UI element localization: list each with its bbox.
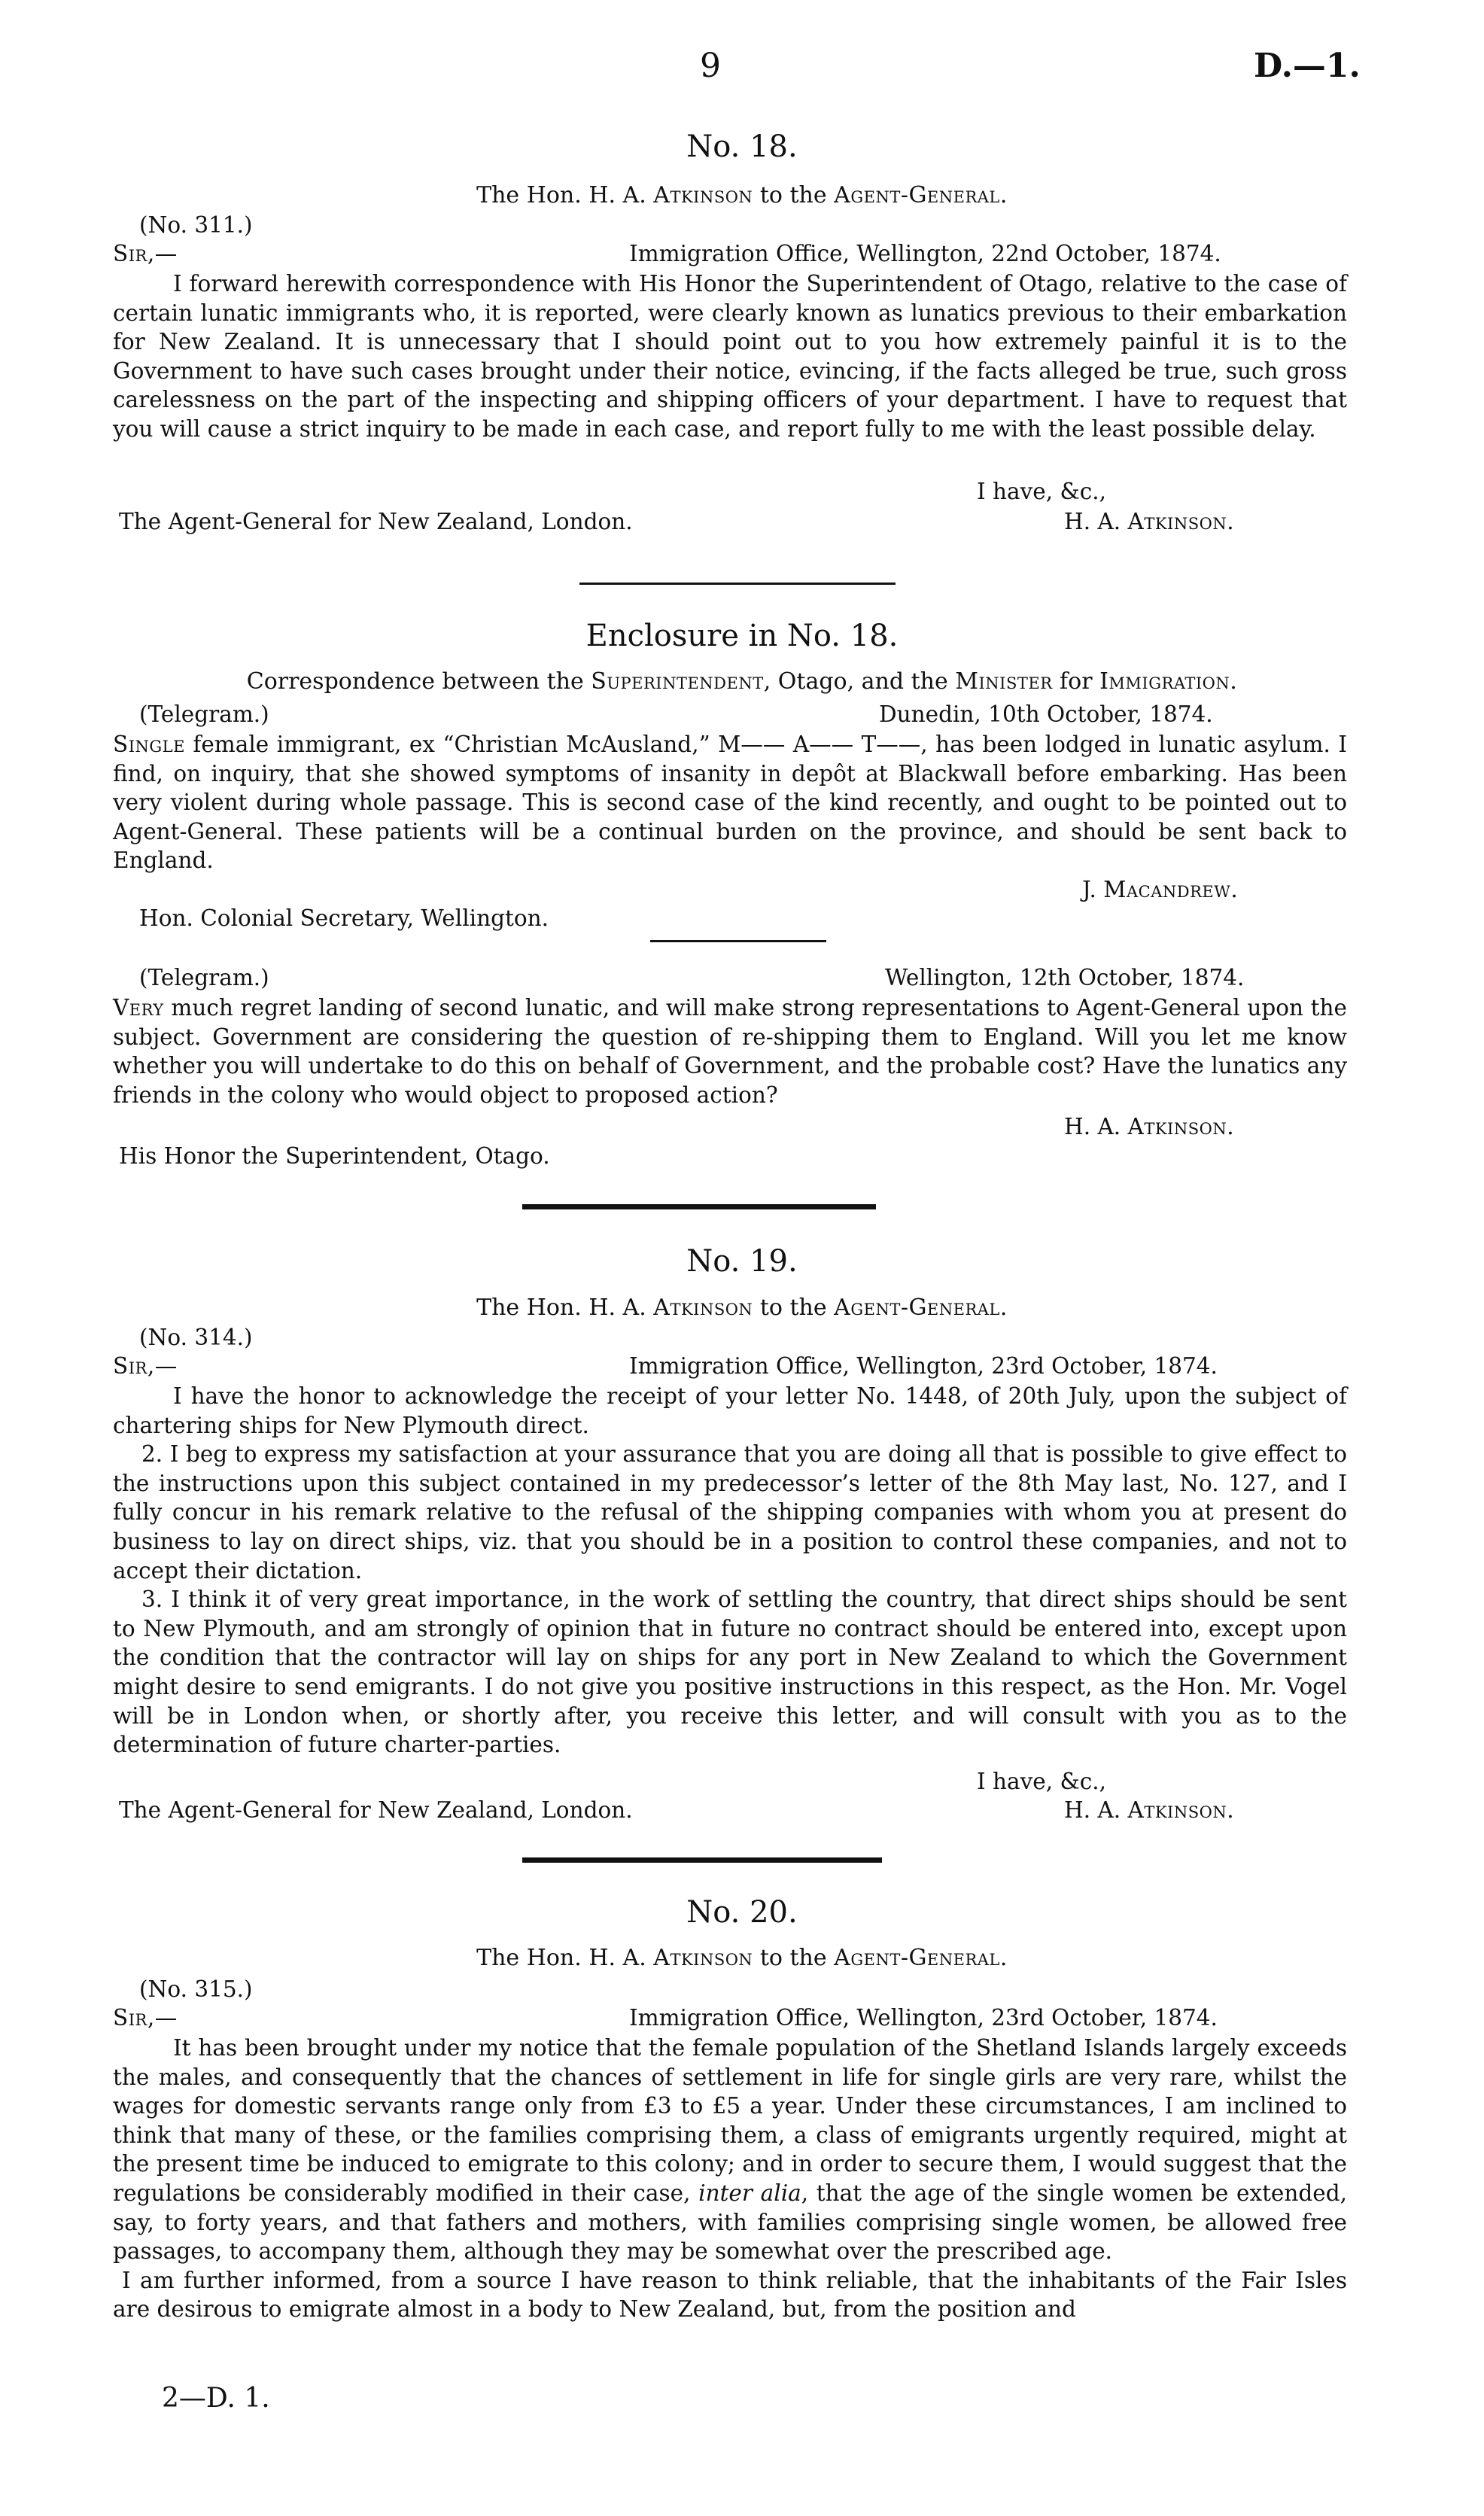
no18-subtitle <box>0 182 1484 208</box>
no18-addressee: The Agent-General for New Zealand, London. <box>119 509 633 534</box>
enclosure18-subtitle-pre: Correspondence between the <box>246 668 591 695</box>
telegram2-signature <box>1064 1114 1234 1139</box>
no20-paragraph-1 <box>113 2034 1347 2266</box>
no19-subtitle-pre: The Hon. H. A. <box>476 1295 654 1321</box>
no19-signature-initials: H. A. <box>1064 1797 1128 1823</box>
enclosure18-subtitle-imm: Immigration. <box>1099 668 1238 695</box>
no19-signature <box>1064 1797 1234 1823</box>
no19-subtitle-mid: to the <box>753 1295 835 1321</box>
no19-signature-name: Atkinson. <box>1127 1797 1235 1823</box>
no20-paragraph-2: I am further informed, from a source I have reason to think reliable, that the inhabitants of the Fair Isles are desirous to emigrate almost in a body to New Zealand, but, from the position and <box>113 2267 1347 2323</box>
telegram2-addressee: His Honor the Superintendent, Otago. <box>119 1143 550 1169</box>
telegram1-paragraph <box>113 730 1347 875</box>
document-reference: D.—1. <box>1254 47 1361 85</box>
telegram2-text: much regret landing of second lunatic, and will make strong representations to Agent-General upon the subject. Government are considering the question of re-shipping them to England. Will you let me know whether you will undertake to do this on behalf of Government, and the probable cost? Have the lunatics any friends in the colony who would object to proposed action? <box>113 995 1347 1108</box>
no18-paragraph: I forward herewith correspondence with His Honor the Superintendent of Otago, relative to the case of certain lunatic immigrants who, it is reported, were clearly known as lunatics previous to their embarkation for New Zealand. It is unnecessary that I should point out to you how extremely painful it is to the Government to have such cases brought under their notice, evincing, if the facts alleged be true, such gross carelessness on the part of the inspecting and shipping officers of your department. I have to request that you will cause a strict inquiry to be made in each case, and report fully to me with the least possible delay. <box>113 271 1347 442</box>
no20-body <box>113 2034 1347 2324</box>
no18-subtitle-pre: The Hon. H. A. <box>476 182 654 208</box>
telegram2-signature-initials: H. A. <box>1064 1114 1128 1139</box>
no18-salutation: Sir,— <box>113 241 178 266</box>
enclosure18-subtitle <box>0 668 1484 695</box>
no19-letter-number: (No. 314.) <box>139 1325 253 1350</box>
no20-title: No. 20. <box>686 1895 798 1930</box>
no20-place-date: Immigration Office, Wellington, 23rd October, 1874. <box>629 2005 1218 2031</box>
no19-salutation: Sir,— <box>113 1353 178 1379</box>
divider-rule-thick <box>522 1857 882 1863</box>
telegram2-body <box>113 993 1347 1109</box>
no19-body <box>113 1382 1347 1760</box>
no19-addressee: The Agent-General for New Zealand, London. <box>119 1797 633 1823</box>
telegram1-label: (Telegram.) <box>139 701 269 727</box>
no18-title: No. 18. <box>686 129 798 164</box>
telegram1-body <box>113 730 1347 875</box>
telegram1-text: female immigrant, ex “Christian McAusland,” M—— A—— T——, has been lodged in lunatic asylum. I find, on inquiry, that she showed symptoms of insanity in depôt at Blackwall before embarking. Has been very violent during whole passage. This is second case of the kind recently, and ought to be pointed out to Agent-General. These patients will be a continual burden on the province, and should be sent back to England. <box>113 732 1347 874</box>
no20-subtitle <box>0 1945 1484 1971</box>
no18-subtitle-from: Atkinson <box>653 182 753 208</box>
no18-subtitle-mid: to the <box>753 182 835 208</box>
telegram1-addressee: Hon. Colonial Secretary, Wellington. <box>139 905 549 931</box>
no19-paragraph-2: 2. I beg to express my satisfaction at your assurance that you are doing all that is possible to give effect to the instructions upon this subject contained in my predecessor’s letter of the 8th May last, No. 127, and I fully concur in his remark relative to the refusal of the shipping companies with whom you at present do business to lay on direct ships, viz. that you should be in a position to control these companies, and not to accept their dictation. <box>113 1441 1347 1584</box>
no18-body <box>113 269 1347 444</box>
no19-title: No. 19. <box>686 1244 798 1279</box>
no18-signature-name: Atkinson. <box>1127 509 1235 534</box>
signature-mark: 2—D. 1. <box>162 2383 270 2414</box>
no20-subtitle-mid: to the <box>753 1945 835 1971</box>
no18-signature-initials: H. A. <box>1064 509 1128 534</box>
enclosure18-subtitle-min: Minister <box>955 668 1053 695</box>
telegram2-lead: Very <box>113 995 164 1021</box>
telegram2-label: (Telegram.) <box>139 965 269 990</box>
no19-closing: I have, &c., <box>977 1769 1107 1794</box>
telegram2-signature-name: Atkinson. <box>1127 1114 1235 1139</box>
no20-paragraph-1-italic: inter alia <box>698 2180 801 2206</box>
enclosure18-title: Enclosure in No. 18. <box>585 619 899 653</box>
no19-place-date: Immigration Office, Wellington, 23rd October, 1874. <box>629 1353 1218 1379</box>
no19-subtitle <box>0 1295 1484 1321</box>
divider-rule-thick <box>522 1204 876 1209</box>
no20-letter-number: (No. 315.) <box>139 1976 253 2002</box>
no18-subtitle-to: Agent-General. <box>834 182 1008 208</box>
no19-subtitle-from: Atkinson <box>653 1295 753 1321</box>
no20-subtitle-from: Atkinson <box>653 1945 753 1971</box>
no18-letter-number: (No. 311.) <box>139 212 253 238</box>
no20-subtitle-pre: The Hon. H. A. <box>476 1945 654 1971</box>
telegram1-signature <box>1082 877 1238 902</box>
no20-subtitle-to: Agent-General. <box>834 1945 1008 1971</box>
no19-subtitle-to: Agent-General. <box>834 1295 1008 1321</box>
telegram2-place-date: Wellington, 12th October, 1874. <box>885 965 1245 990</box>
page-number: 9 <box>700 47 721 85</box>
no19-paragraph-3: 3. I think it of very great importance, in the work of settling the country, that direct ships should be sent to New Plymouth, and am strongly of opinion that in future no contract should be entered into, except upon the condition that the contractor will lay on ships for any port in New Zealand to which the Government might desire to send emigrants. I do not give you positive instructions in this respect, as the Hon. Mr. Vogel will be in London when, or shortly after, you receive this letter, and will consult with you as to the determination of future charter-parties. <box>113 1587 1347 1758</box>
no20-salutation: Sir,— <box>113 2005 178 2031</box>
no18-place-date: Immigration Office, Wellington, 22nd October, 1874. <box>629 241 1221 266</box>
enclosure18-subtitle-mid: , Otago, and the <box>763 668 956 695</box>
telegram1-place-date: Dunedin, 10th October, 1874. <box>879 701 1213 727</box>
telegram1-signature-name: Macandrew. <box>1103 877 1239 902</box>
telegram2-paragraph <box>113 993 1347 1109</box>
telegram1-signature-initials: J. <box>1082 877 1104 902</box>
no19-paragraph-1: I have the honor to acknowledge the receipt of your letter No. 1448, of 20th July, upon the subject of chartering ships for New Plymouth direct. <box>113 1383 1347 1438</box>
no20-paragraph-1-text-a: It has been brought under my notice that the female population of the Shetland Islands largely exceeds the males, and consequently that the chances of settlement in life for single girls are very rare, whilst the wages for domestic servants range only from £3 to £5 a year. Under these circumstances, I am inclined to think that many of these, or the families comprising them, a class of emigrants urgently required, might at the present time be induced to emigrate to this colony; and in order to secure them, I would suggest that the regulations be considerably modified in their case, <box>113 2035 1347 2206</box>
no18-closing: I have, &c., <box>977 479 1107 504</box>
telegram1-lead: Single <box>113 732 185 757</box>
enclosure18-subtitle-for: for <box>1052 668 1100 695</box>
enclosure18-subtitle-sup: Superintendent <box>591 668 764 695</box>
no20-paragraph-1-text-b: , that the age of the single women be extended, say, to forty years, and that fathers and mothers, with families comprising single women, be allowed free passages, to accompany them, although they may be somewhat over the prescribed age. <box>113 2180 1347 2265</box>
no18-signature <box>1064 509 1234 534</box>
divider-rule <box>579 583 896 585</box>
divider-rule <box>650 940 826 942</box>
